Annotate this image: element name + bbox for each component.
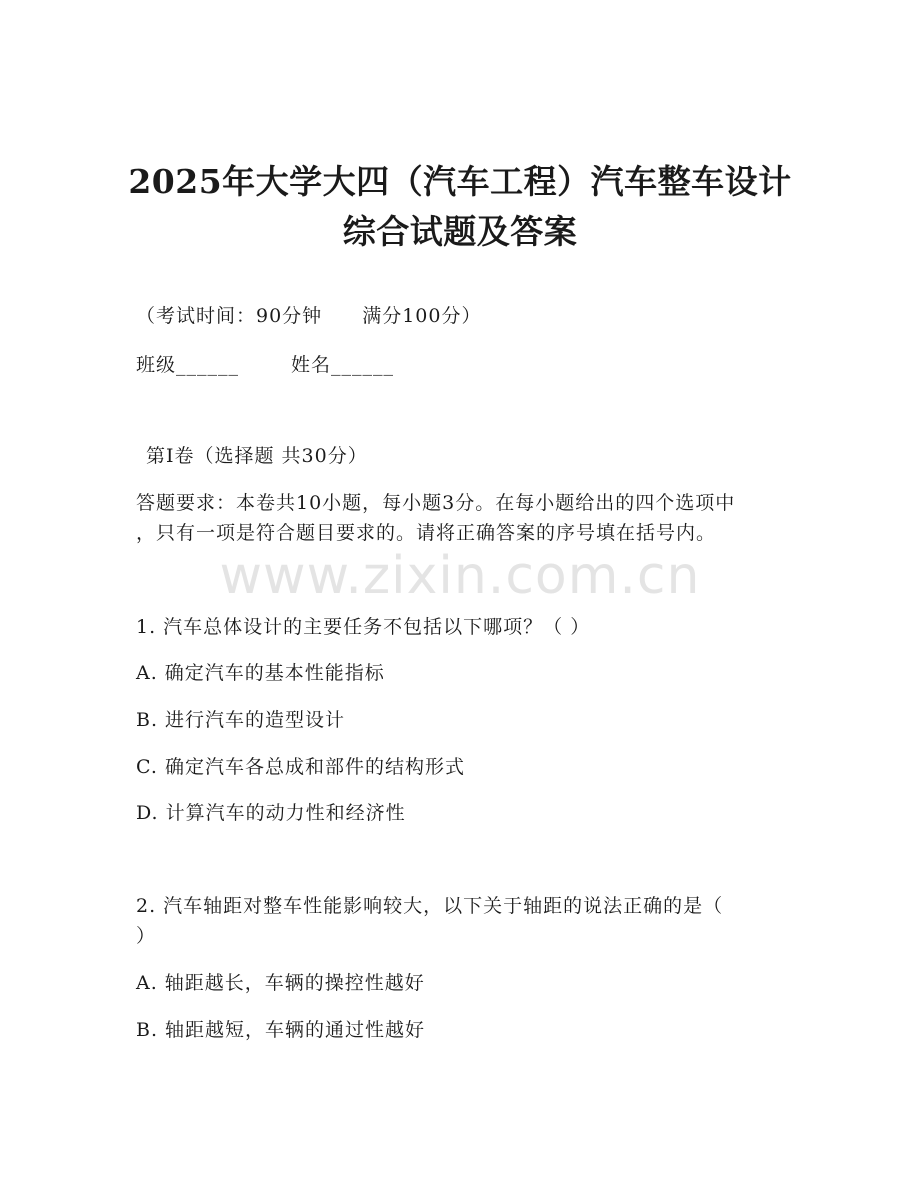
name-field: 姓名______ [291,354,395,376]
document-title-line-1: 2025年大学大四（汽车工程）汽车整车设计 [128,162,792,201]
exam-time: （考试时间：90分钟 [136,305,323,327]
class-field: 班级______ [136,354,240,376]
question-1-stem: 1. 汽车总体设计的主要任务不包括以下哪项？（ ） [136,616,591,638]
question-1-option-a: A. 确定汽车的基本性能指标 [136,662,385,684]
question-2-stem-line-2: ） [136,925,157,947]
full-score: 满分100分） [362,305,482,327]
section-title: 第I卷（选择题 共30分） [146,445,368,467]
question-2-stem-line-1: 2. 汽车轴距对整车性能影响较大，以下关于轴距的说法正确的是（ [136,895,724,917]
watermark: www.zixin.com.cn [219,546,701,606]
question-2-option-a: A. 轴距越长，车辆的操控性越好 [136,972,425,994]
instructions-line-1: 答题要求：本卷共10小题，每小题3分。在每小题给出的四个选项中 [136,492,736,514]
question-1-option-c: C. 确定汽车各总成和部件的结构形式 [136,756,465,778]
question-2-option-b: B. 轴距越短，车辆的通过性越好 [136,1019,426,1041]
question-1-option-d: D. 计算汽车的动力性和经济性 [136,802,406,824]
document-title-line-2: 综合试题及答案 [342,212,578,251]
question-1-option-b: B. 进行汽车的造型设计 [136,709,346,731]
instructions-line-2: ，只有一项是符合题目要求的。请将正确答案的序号填在括号内。 [136,522,717,544]
exam-info [136,301,786,328]
student-info [136,350,786,377]
